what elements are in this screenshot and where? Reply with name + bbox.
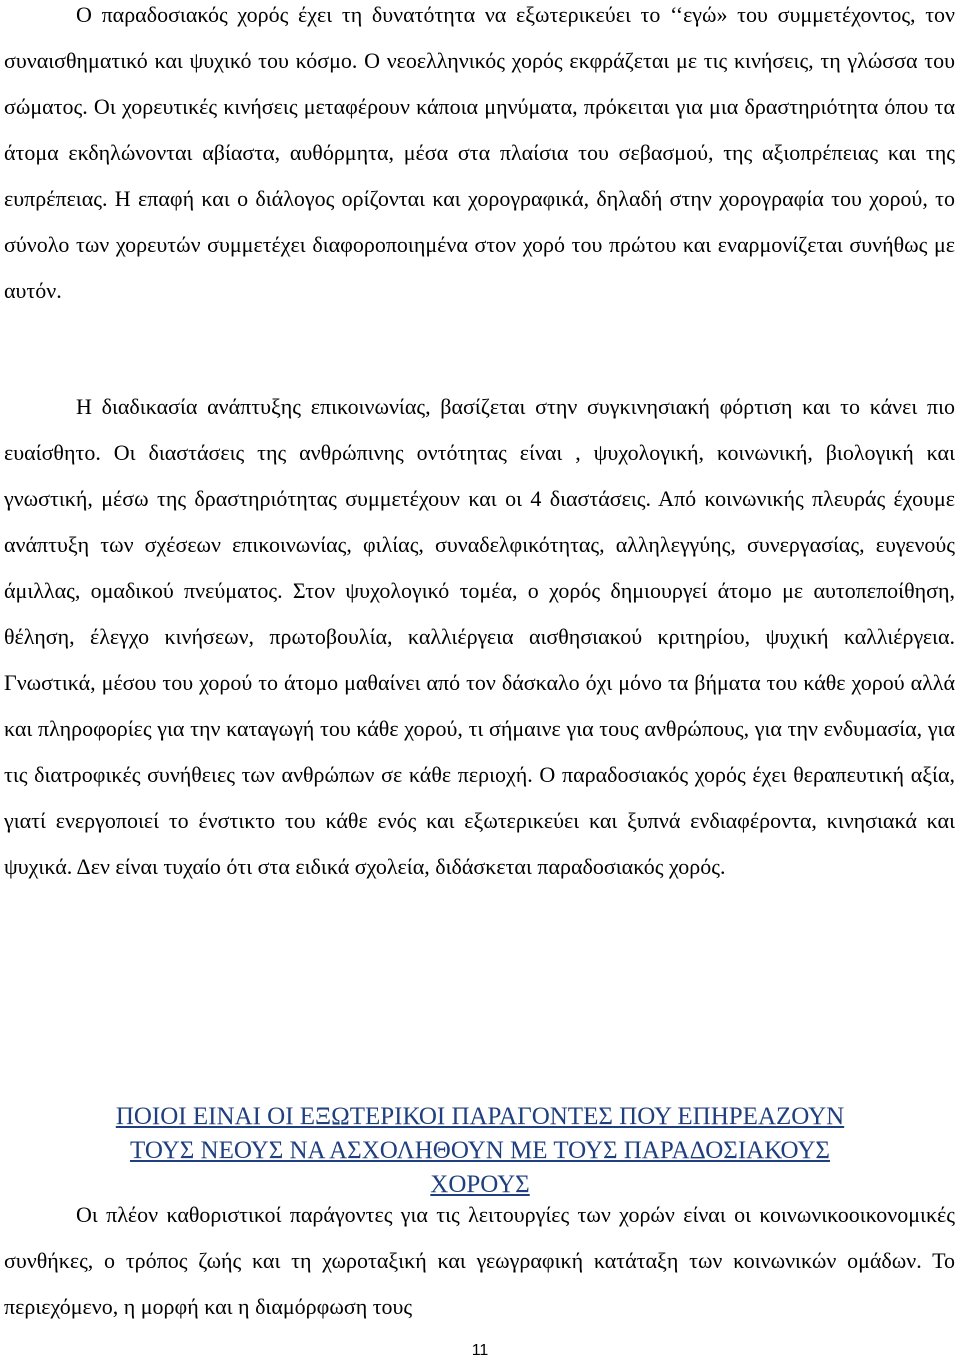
section-heading-line-3: ΧΟΡΟΥΣ	[430, 1171, 530, 1198]
section-heading	[0, 1100, 960, 1202]
section-heading-line-2: ΤΟΥΣ ΝΕΟΥΣ ΝΑ ΑΣΧΟΛΗΘΟΥΝ ΜΕ ΤΟΥΣ ΠΑΡΑΔΟΣΙΑΚΟΥΣ	[130, 1137, 830, 1164]
paragraph-determining-factors: Οι πλέον καθοριστικοί παράγοντες για τις λειτουργίες των χορών είναι οι κοινωνικοοικονομικές συνθήκες, ο τρόπος ζωής και τη χωροταξική και γεωγραφική κατάταξη των κοινωνικών ομάδων. Το περιεχόμενο, η μορφή και η διαμόρφωση τους	[4, 1202, 955, 1319]
paragraph-communication-development: Η διαδικασία ανάπτυξης επικοινωνίας, βασίζεται στην συγκινησιακή φόρτιση και το κάνει πιο ευαίσθητο. Οι διαστάσεις της ανθρώπινης οντότητας είναι , ψυχολογική, κοινωνική, βιολογική και γνωστική, μέσω της δραστηριότητας συμμετέχουν και οι 4 διαστάσεις. Από κοινωνικής πλευράς έχουμε ανάπτυξη των σχέσεων επικοινωνίας, φιλίας, συναδελφικότητας, αλληλεγγύης, συνεργασίας, ευγενούς άμιλλας, ομαδικού πνεύματος. Στον ψυχολογικό τομέα, ο χορός δημιουργεί άτομο με αυτοπεποίθηση, θέληση, έλεγχο κινήσεων, πρωτοβουλία, καλλιέργεια αισθησιακού κριτηρίου, ψυχική καλλιέργεια. Γνωστικά, μέσου του χορού το άτομο μαθαίνει από τον δάσκαλο όχι μόνο τα βήματα του κάθε χορού αλλά και πληροφορίες για την καταγωγή του κάθε χορού, τι σήμαινε για τους ανθρώπους, για την ενδυμασία, για τις διατροφικές συνήθειες των ανθρώπων σε κάθε περιοχή. Ο παραδοσιακός χορός έχει θεραπευτική αξία, γιατί ενεργοποιεί το ένστικτο του κάθε ενός και εξωτερικεύει και ξυπνά ενδιαφέροντα, κινησιακά και ψυχικά. Δεν είναι τυχαίο ότι στα ειδικά σχολεία, διδάσκεται παραδοσιακός χορός.	[4, 394, 955, 879]
page-number: 11	[471, 1342, 489, 1359]
paragraph-traditional-dance-expression: Ο παραδοσιακός χορός έχει τη δυνατότητα να εξωτερικεύει το ‘‘εγώ» του συμμετέχοντος, τον συναισθηματικό και ψυχικό του κόσμο. Ο νεοελληνικός χορός εκφράζεται με τις κινήσεις, τη γλώσσα του σώματος. Οι χορευτικές κινήσεις μεταφέρουν κάποια μηνύματα, πρόκειται για μια δραστηριότητα όπου τα άτομα εκδηλώνονται αβίαστα, αυθόρμητα, μέσα στα πλαίσια του σεβασμού, της αξιοπρέπειας και της ευπρέπειας. Η επαφή και ο διάλογος ορίζονται και χορογραφικά, δηλαδή στην χορογραφία του χορού, το σύνολο των χορευτών συμμετέχει διαφοροποιημένα στον χορό του πρώτου και εναρμονίζεται συνήθως με αυτόν.	[4, 2, 955, 303]
section-heading-line-1: ΠΟΙΟΙ ΕΙΝΑΙ ΟΙ ΕΞΩΤΕΡΙΚΟΙ ΠΑΡΑΓΟΝΤΕΣ ΠΟΥ ΕΠΗΡΕΑΖΟΥΝ	[115, 1103, 845, 1130]
